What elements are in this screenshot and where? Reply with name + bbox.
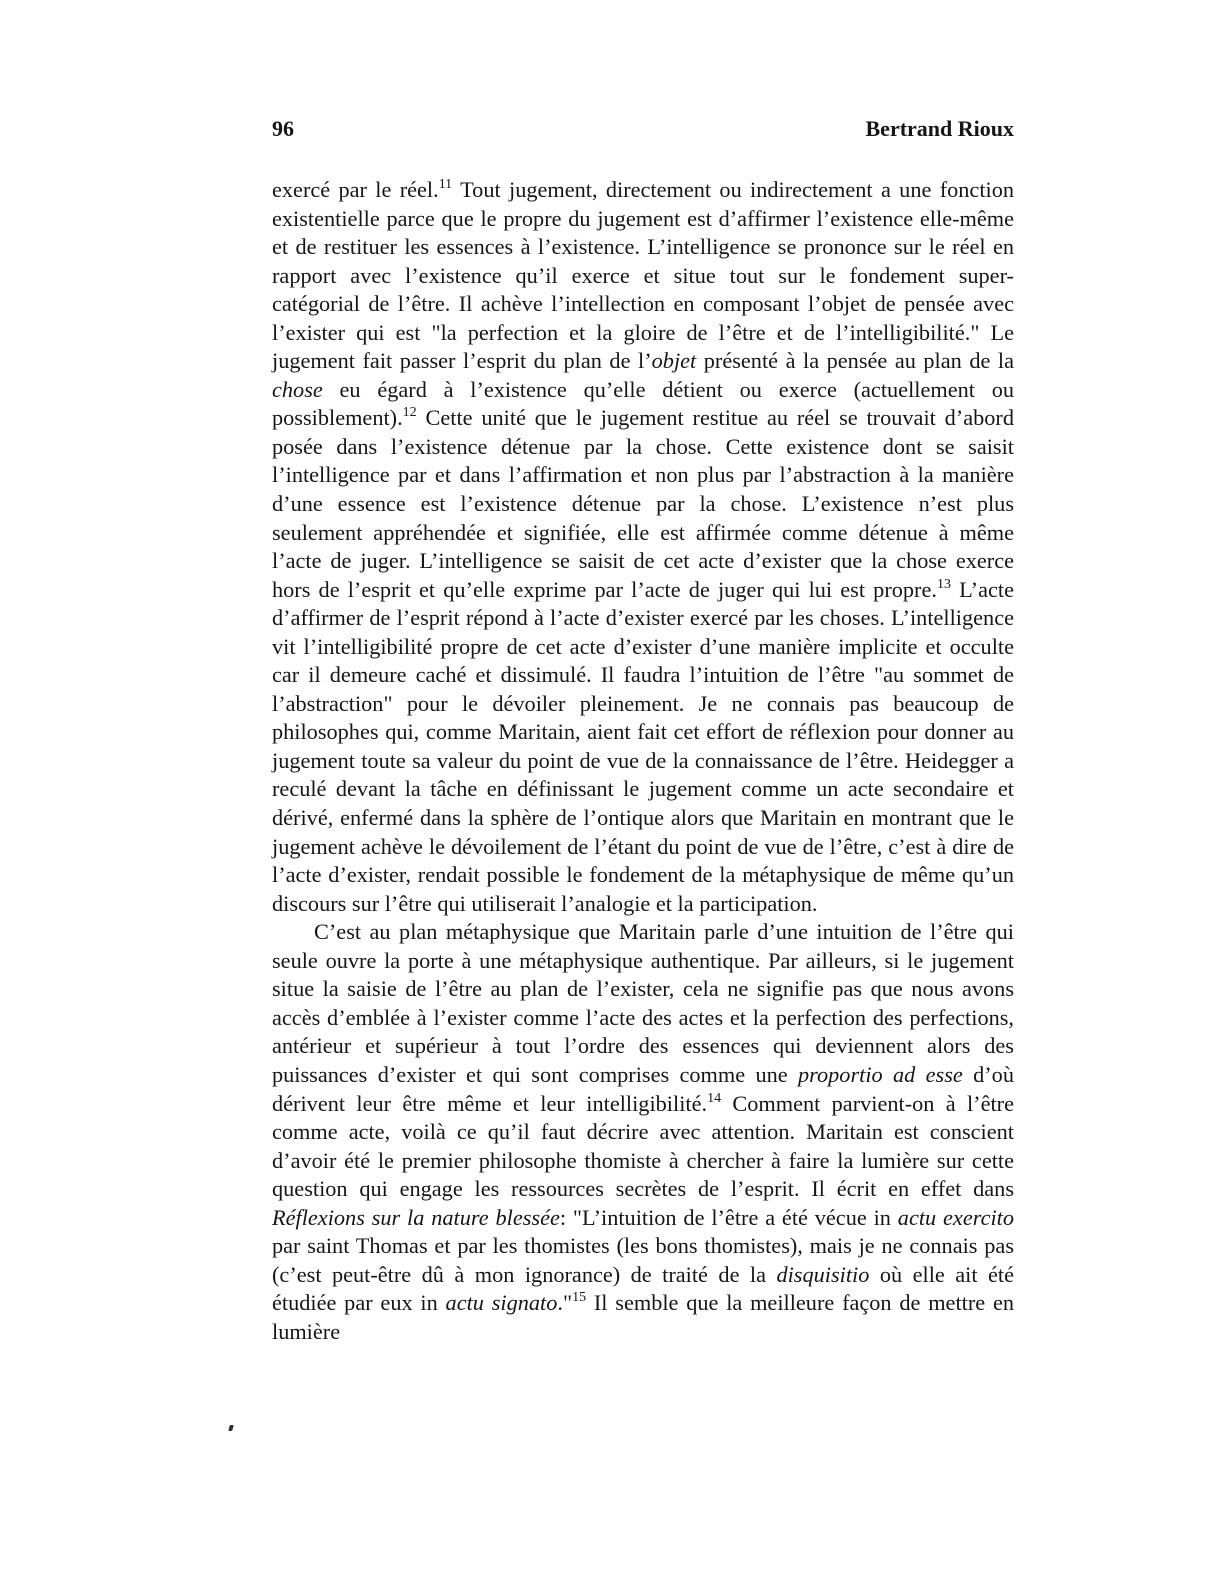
paragraph bbox=[272, 176, 1014, 918]
paragraph-text: Tout jugement, directement ou indirectement a une fonction existentielle parce que le propre du jugement est d’affirmer l’existence elle-même et de restituer les essences à l’existence. L’intelligence se prononce sur le réel en rapport avec l’existence qu’il exerce et situe tout sur le fondement super- catégorial de l’être. Il achève l’intellection en composant l’objet de pensée avec l’exister qui est "la perfection et la gloire de l’être et de l’intelligibilité." Le jugement fait passer l’esprit du plan de l’ bbox=[272, 177, 1015, 374]
italic-text: actu signato bbox=[445, 1290, 558, 1316]
paragraph bbox=[272, 918, 1014, 1346]
footnote-reference: 15 bbox=[572, 1290, 587, 1306]
footnote-reference: 12 bbox=[402, 405, 417, 421]
running-head bbox=[272, 112, 1014, 146]
paragraph-text: par saint Thomas et par les thomistes (les bons thomistes), mais je ne connais pas (c’est peut-être dû à mon ignorance) de traité de la bbox=[272, 1233, 1014, 1287]
paragraph-text: ." bbox=[557, 1290, 573, 1316]
italic-text: Réflexions sur la nature blessée bbox=[272, 1204, 560, 1230]
paragraph-text: Cette unité que le jugement restitue au réel se trouvait d’abord posée dans l’existence détenue par la chose. Cette existence dont se saisit l’intelligence par et dans l’affirmation et non plus par l’abstraction à la manière d’une essence est l’existence détenue par la chose. L’existence n’est plus seulement appréhendée et signifiée, elle est affirmée comme détenue à même l’acte de juger. L’intelligence se saisit de cet acte d’exister que la chose exerce hors de l’esprit et qu’elle exprime par l’acte de juger qui lui est propre. bbox=[272, 405, 1014, 602]
page-number: 96 bbox=[272, 116, 294, 141]
paragraph-text: : "L’intuition de l’être a été vécue in bbox=[559, 1204, 898, 1230]
italic-text: objet bbox=[651, 348, 697, 374]
paragraph-text: exercé par le réel. bbox=[272, 177, 439, 202]
paragraph-text: Comment parvient-on à l’être comme acte, voilà ce qu’il faut décrire avec attention. Maritain est conscient d’avoir été le premier philosophe thomiste à chercher à faire la lumière sur cette question qui engage les ressources secrètes de l’esprit. Il écrit en effet dans bbox=[272, 1090, 1014, 1202]
italic-text: actu exercito bbox=[897, 1204, 1015, 1230]
italic-text: disquisitio bbox=[776, 1261, 870, 1287]
running-head-author: Bertrand Rioux bbox=[865, 116, 1014, 141]
footnote-reference: 11 bbox=[438, 177, 453, 192]
paragraph-text: Il semble que la meilleure façon de mettre en lumière bbox=[272, 1290, 1014, 1344]
paragraph-text: eu égard à l’existence qu’elle détient ou exerce (actuellement ou possiblement). bbox=[272, 376, 1014, 431]
italic-text: chose bbox=[272, 376, 323, 402]
paragraph-text: L’acte d’affirmer de l’esprit répond à l’acte d’exister exercé par les choses. L’intelligence vit l’intelligibilité propre de cet acte d’exister d’une manière implicite et occulte car il demeure caché et dissimulé. Il faudra l’intuition de l’être "au sommet de l’abstraction" pour le dévoiler pleinement. Je ne connais pas beaucoup de philosophes qui, comme Maritain, aient fait cet effort de réflexion pour donner au jugement toute sa valeur du point de vue de la connaissance de l’être. Heidegger a reculé devant la tâche en définissant le jugement comme un acte secondaire et dérivé, enfermé dans la sphère de l’ontique alors que Maritain en montrant que le jugement achève le dévoilement de l’étant du point de vue de l’être, c’est à dire de l’acte d’exister, rendait possible le fondement de la métaphysique de même qu’un discours sur l’être qui utiliserait l’analogie et la participation. bbox=[272, 576, 1014, 916]
italic-text: proportio ad esse bbox=[798, 1061, 963, 1087]
footnote-reference: 13 bbox=[936, 576, 951, 592]
scan-mark bbox=[228, 1425, 234, 1431]
body-text bbox=[272, 176, 1014, 1346]
footnote-reference: 14 bbox=[707, 1090, 722, 1106]
paragraph-text: où elle ait été étudiée par eux in bbox=[272, 1261, 1014, 1316]
paragraph-text: C’est au plan métaphysique que Maritain parle d’une intuition de l’être qui seule ouvre la porte à une métaphysique authentique. Par ailleurs, si le jugement situe la saisie de l’être au plan de l’exister, cela ne signifie pas que nous avons accès d’emblée à l’exister comme l’acte des actes et la perfection des perfections, antérieur et supérieur à tout l’ordre des essences qui deviennent alors des puissances d’exister et qui sont comprises comme une bbox=[272, 919, 1014, 1087]
paragraph-text: d’où dérivent leur être même et leur intelligibilité. bbox=[272, 1061, 1014, 1116]
paragraph-text: présenté à la pensée au plan de la bbox=[696, 348, 1014, 374]
page bbox=[272, 112, 1014, 1346]
